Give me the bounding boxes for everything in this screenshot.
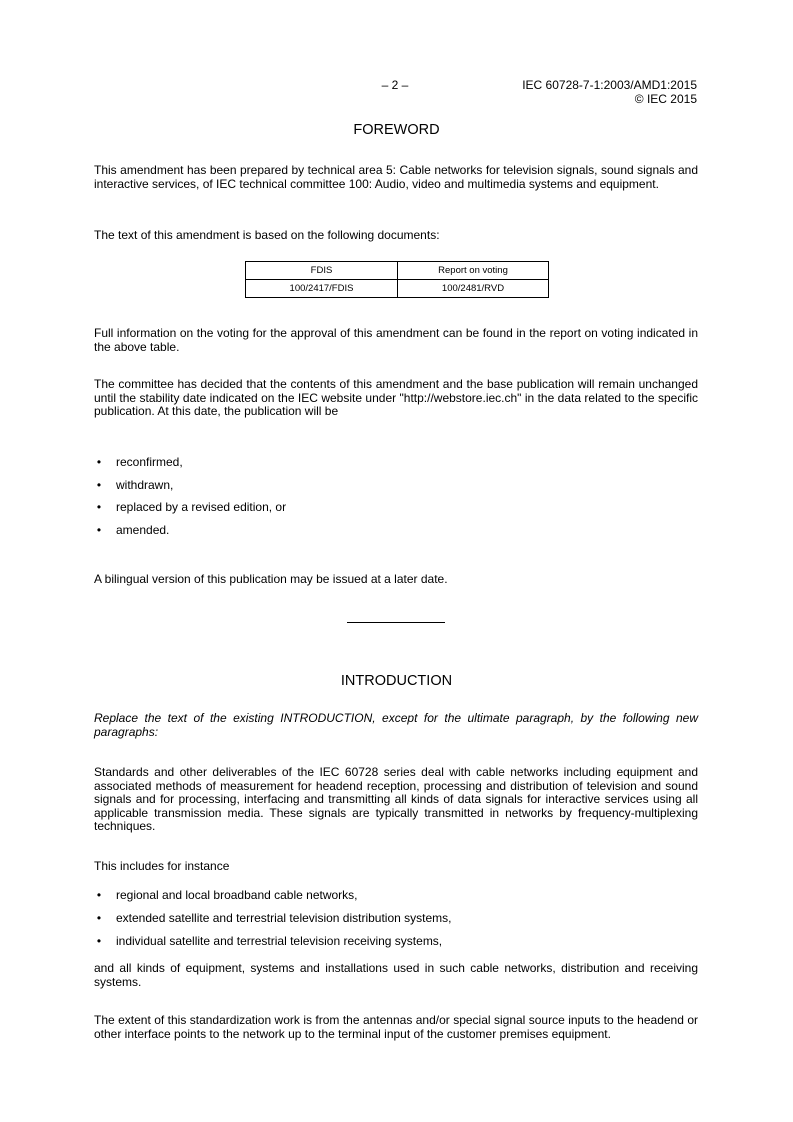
table-row bbox=[246, 280, 549, 298]
table-header-report: Report on voting bbox=[398, 262, 549, 280]
page-number: – 2 – bbox=[381, 78, 409, 92]
introduction-title: INTRODUCTION bbox=[340, 673, 453, 689]
bullet-icon: • bbox=[96, 500, 102, 514]
copyright-notice: © IEC 2015 bbox=[634, 92, 697, 106]
header-standard bbox=[522, 78, 697, 106]
introduction-para-1: Standards and other deliverables of the IEC 60728 series deal with cable networks including equipment and associated methods of measurement for headend reception, processing and distribution of television and sound signals and for processing, interfacing and transmitting all kinds of data signals for interactive services using all applicable transmission media. These signals are typically transmitted in networks by frequency-multiplexing techniques. bbox=[94, 765, 698, 833]
foreword-para-3: Full information on the voting for the approval of this amendment can be found in the report on voting indicated in the above table. bbox=[94, 326, 698, 354]
introduction-instruction: Replace the text of the existing INTRODUCTION, except for the ultimate paragraph, by the following new paragraphs: bbox=[94, 711, 698, 739]
foreword-para-5: A bilingual version of this publication may be issued at a later date. bbox=[94, 572, 448, 586]
introduction-para-2: This includes for instance bbox=[94, 859, 230, 873]
foreword-title: FOREWORD bbox=[353, 122, 440, 138]
foreword-para-4: The committee has decided that the contents of this amendment and the base publication will remain unchanged until the stability date indicated on the IEC website under "http://webstore.iec.ch" in the data related to the specific publication. At this date, the publication will be bbox=[94, 377, 698, 418]
table-header-fdis: FDIS bbox=[246, 262, 398, 280]
bullet-icon: • bbox=[96, 523, 102, 537]
section-divider bbox=[347, 622, 445, 623]
introduction-para-3: and all kinds of equipment, systems and installations used in such cable networks, distribution and receiving systems. bbox=[94, 961, 698, 989]
table-cell-rvd: 100/2481/RVD bbox=[398, 280, 549, 298]
table-cell-fdis: 100/2417/FDIS bbox=[246, 280, 398, 298]
table-header-row bbox=[246, 262, 549, 280]
voting-table bbox=[245, 261, 549, 298]
bullet-icon: • bbox=[96, 934, 102, 948]
foreword-para-2: The text of this amendment is based on the following documents: bbox=[94, 228, 440, 242]
bullet-icon: • bbox=[96, 478, 102, 492]
introduction-para-4: The extent of this standardization work is from the antennas and/or special signal source inputs to the headend or other interface points to the network up to the terminal input of the customer premises equipment. bbox=[94, 1013, 698, 1041]
bullet-icon: • bbox=[96, 888, 102, 902]
document-page: – 2 – IEC 60728-7-1:2003/AMD1:2015 © IEC 2015 FOREWORD This amendment has been prepared by technical area 5: Cable networks for television signals, sound signals and interactive services, of IEC technical committee 100: Audio, video and multimedia systems and equipment. The text of this amendment is based on the following documents: FDIS Report on voting 100/2417/FDIS 100/2481/RVD Full information on the voting for the approval of this amendment can be found in the report on voting indicated in the above table. The committee has decided that the contents of this amendment and the base publication will remain unchanged until the stability date indicated on the IEC website under "http://webstore.iec.ch" in the data related to the specific publication. At this date, the publication will be • reconfirmed, • withdrawn, • replaced by a revised edition, or • amended. A bilingual version of this publication may be issued at a later date. INTRODUCTION Replace the text of the existing INTRODUCTION, except for the ultimate paragraph, by the following new paragraphs: Standards and other deliverables of the IEC 60728 series deal with cable networks including equipment and associated methods of measurement for headend reception, processing and distribution of television and sound signals and for processing, interfacing and transmitting all kinds of data signals for interactive services using all applicable transmission media. These signals are typically transmitted in networks by frequency-multiplexing techniques. This includes for instance • regional and local broadband cable networks, • extended satellite and terrestrial television distribution systems, • individual satellite and terrestrial television receiving systems, and all kinds of equipment, systems and installations used in such cable networks, distribution and receiving systems. The extent of this standardization work is from the antennas and/or special signal source inputs to the headend or other interface points to the network up to the terminal input of the customer premises equipment. bbox=[0, 0, 793, 1122]
foreword-para-1: This amendment has been prepared by technical area 5: Cable networks for television signals, sound signals and interactive services, of IEC technical committee 100: Audio, video and multimedia systems and equipment. bbox=[94, 163, 698, 191]
standard-id: IEC 60728-7-1:2003/AMD1:2015 bbox=[522, 78, 697, 92]
bullet-icon: • bbox=[96, 911, 102, 925]
bullet-icon: • bbox=[96, 455, 102, 469]
